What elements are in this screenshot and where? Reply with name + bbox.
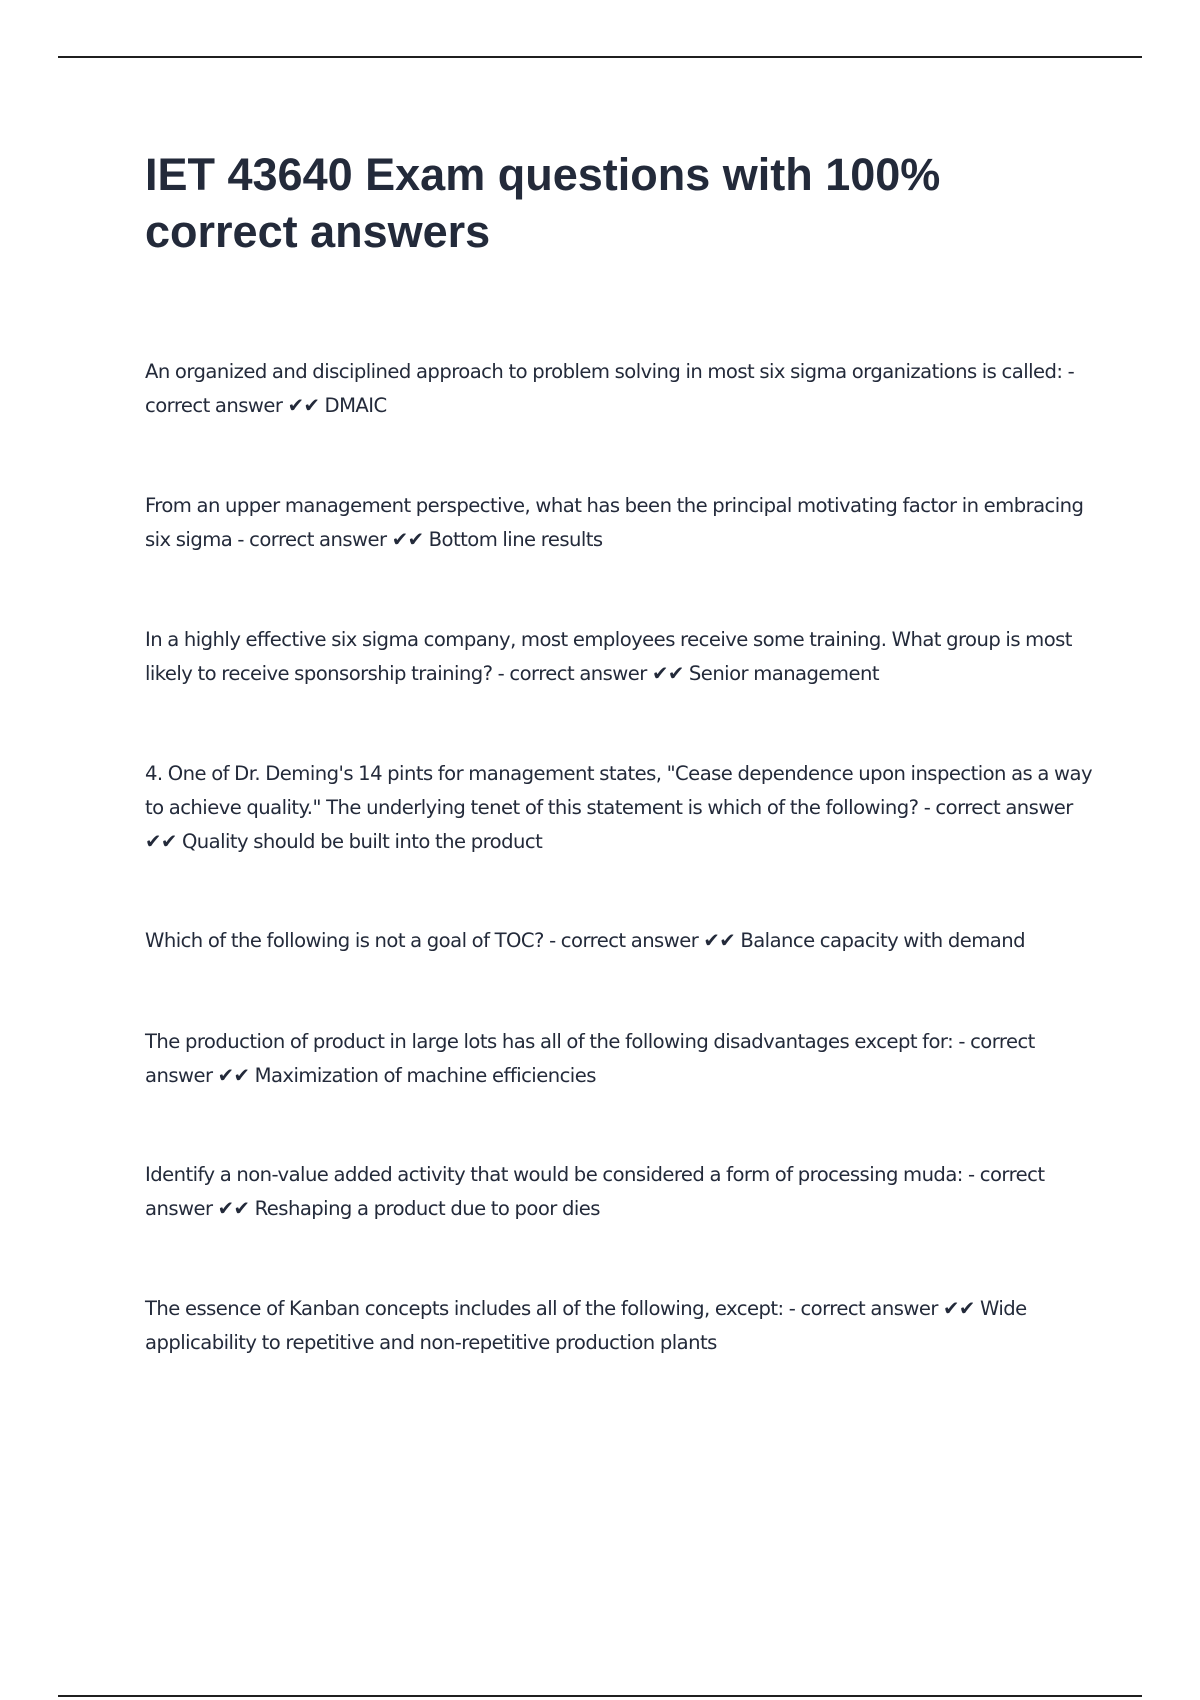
answer-text: Wide applicability to repetitive and non-repetitive production plants: [145, 1297, 1027, 1354]
separator: -: [497, 662, 505, 685]
qa-item: [145, 1025, 1100, 1093]
answer-text: Reshaping a product due to poor dies: [254, 1197, 600, 1220]
question-text: An organized and disciplined approach to problem solving in most six sigma organizations is called:: [145, 360, 1063, 383]
check-marks-icon: ✔✔: [943, 1297, 975, 1320]
question-text: 4. One of Dr. Deming's 14 pints for management states, "Cease dependence upon inspection as a way to achieve quality." The underlying tenet of this statement is which of the following?: [145, 762, 1093, 819]
footer-rule: [58, 1695, 1142, 1697]
check-marks-icon: ✔✔: [217, 1064, 250, 1087]
qa-item: [145, 489, 1100, 557]
answer-label: correct answer: [935, 796, 1073, 819]
separator: -: [958, 1030, 965, 1053]
check-marks-icon: ✔✔: [651, 662, 684, 685]
separator: -: [788, 1297, 796, 1320]
answer-label: correct answer: [800, 1297, 938, 1320]
document-title: IET 43640 Exam questions with 100% correct answers: [145, 149, 941, 257]
question-text: In a highly effective six sigma company, most employees receive some training. What group is most likely to receive sponsorship training?: [145, 628, 1072, 685]
qa-item: [145, 1158, 1100, 1226]
question-text: The essence of Kanban concepts includes all of the following, except:: [145, 1297, 784, 1320]
check-marks-icon: ✔✔: [703, 929, 736, 952]
answer-text: DMAIC: [324, 394, 387, 417]
answer-text: Balance capacity with demand: [740, 929, 1025, 952]
qa-item: [145, 757, 1100, 859]
check-marks-icon: ✔✔: [287, 394, 320, 417]
answer-label: correct answer: [145, 394, 283, 417]
answer-text: Bottom line results: [428, 528, 603, 551]
separator: -: [968, 1163, 975, 1186]
separator: -: [923, 796, 931, 819]
answer-label: correct answer: [145, 1163, 1045, 1220]
answer-label: correct answer: [560, 929, 699, 952]
check-marks-icon: ✔✔: [391, 528, 424, 551]
check-marks-icon: ✔✔: [217, 1197, 250, 1220]
separator: -: [1067, 360, 1075, 383]
question-text: Identify a non-value added activity that would be considered a form of processing muda:: [145, 1163, 963, 1186]
qa-item: [145, 1292, 1100, 1360]
qa-item: [145, 924, 1100, 958]
answer-label: correct answer: [249, 528, 387, 551]
answer-label: correct answer: [509, 662, 647, 685]
qa-item: [145, 623, 1100, 691]
separator: -: [549, 929, 556, 952]
answer-text: Quality should be built into the product: [181, 830, 543, 853]
answer-label: correct answer: [145, 1030, 1035, 1087]
question-text: The production of product in large lots has all of the following disadvantages except for:: [145, 1030, 954, 1053]
check-marks-icon: ✔✔: [145, 830, 177, 853]
qa-item: [145, 355, 1100, 423]
header-rule: [58, 56, 1142, 58]
question-text: Which of the following is not a goal of TOC?: [145, 929, 544, 952]
question-text: From an upper management perspective, what has been the principal motivating factor in embracing six sigma: [145, 494, 1084, 551]
separator: -: [237, 528, 244, 551]
answer-text: Maximization of machine efficiencies: [254, 1064, 596, 1087]
answer-text: Senior management: [688, 662, 879, 685]
